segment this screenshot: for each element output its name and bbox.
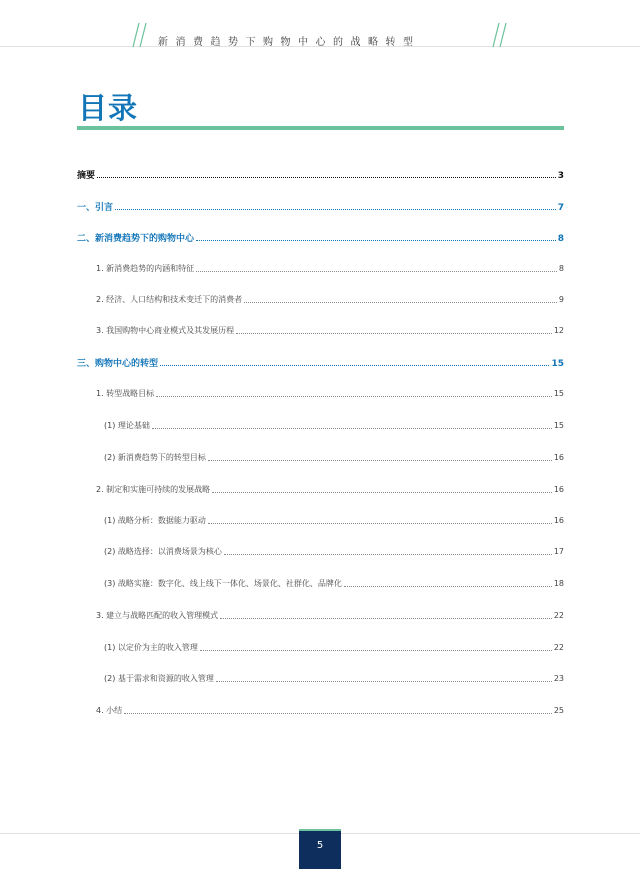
header-slash-right-icon xyxy=(492,22,512,48)
toc-entry-page: 15 xyxy=(553,421,564,430)
toc-leader xyxy=(156,396,552,397)
toc-entry-label: 三、购物中心的转型 xyxy=(77,359,159,369)
toc-entry-page: 22 xyxy=(553,643,564,652)
toc-entry-intro[interactable] xyxy=(77,200,564,213)
toc-entry-page: 17 xyxy=(553,547,564,556)
toc-entry-label: (1) 理论基础 xyxy=(104,421,150,430)
toc-leader xyxy=(124,713,552,714)
toc-entry-label: 二、新消费趋势下的购物中心 xyxy=(77,234,195,244)
toc-entry-page: 12 xyxy=(553,326,564,335)
toc-entry-label: 2. 制定和实施可持续的发展战略 xyxy=(96,485,211,494)
toc-entry-summary[interactable] xyxy=(77,168,564,181)
page-header xyxy=(0,0,640,47)
toc-leader xyxy=(344,586,552,587)
toc-leader xyxy=(236,333,552,334)
toc-entry-label: (2) 战略选择：以消费场景为核心 xyxy=(104,547,222,556)
toc-entry-page: 8 xyxy=(558,264,564,273)
toc-entry-label: 一、引言 xyxy=(77,203,114,213)
toc-leader xyxy=(160,365,549,366)
toc-leader xyxy=(115,209,556,210)
toc-entry-label: (2) 基于需求和资源的收入管理 xyxy=(104,674,214,683)
toc-entry-page: 22 xyxy=(553,611,564,620)
toc-entry-label: (1) 战略分析：数据能力驱动 xyxy=(104,516,206,525)
toc-entry[interactable] xyxy=(104,515,564,526)
toc-entry-page: 18 xyxy=(553,579,564,588)
toc-entry-label: (2) 新消费趋势下的转型目标 xyxy=(104,453,206,462)
toc-entry-label: 摘要 xyxy=(77,171,96,181)
toc-entry[interactable] xyxy=(96,484,564,495)
header-title: 新消费趋势下购物中心的战略转型 xyxy=(158,37,421,48)
toc-entry[interactable] xyxy=(96,263,564,274)
toc-leader xyxy=(196,240,556,241)
toc-leader xyxy=(97,177,556,178)
toc-entry-page: 25 xyxy=(553,706,564,715)
toc-entry-page: 15 xyxy=(551,359,564,369)
toc-entry-page: 15 xyxy=(553,389,564,398)
toc-entry[interactable] xyxy=(96,388,564,399)
toc-entry-label: 3. 建立与战略匹配的收入管理模式 xyxy=(96,611,219,620)
page-number: 5 xyxy=(316,840,324,851)
toc-leader xyxy=(208,460,552,461)
toc-heading-rule xyxy=(77,126,564,130)
toc-entry-page: 9 xyxy=(558,295,564,304)
toc-leader xyxy=(208,523,552,524)
toc-entry[interactable] xyxy=(104,673,564,684)
toc-entry-label: 3. 我国购物中心商业模式及其发展历程 xyxy=(96,326,235,335)
toc-leader xyxy=(216,681,552,682)
toc-leader xyxy=(224,554,552,555)
toc-entry-page: 16 xyxy=(553,453,564,462)
toc-entry-section-3[interactable] xyxy=(77,356,564,369)
toc-entry[interactable] xyxy=(96,705,564,716)
toc-entry-page: 23 xyxy=(553,674,564,683)
toc-entry-label: 1. 新消费趋势的内涵和特征 xyxy=(96,264,195,273)
page-number-badge xyxy=(299,829,341,869)
toc-leader xyxy=(212,492,552,493)
toc-leader xyxy=(196,271,557,272)
toc-entry-label: 1. 转型战略目标 xyxy=(96,389,155,398)
header-slash-left-icon xyxy=(132,22,152,48)
toc-entry[interactable] xyxy=(96,294,564,305)
toc-entry-page: 3 xyxy=(557,171,564,181)
toc-entry-page: 16 xyxy=(553,516,564,525)
toc-leader xyxy=(220,618,552,619)
toc-entry[interactable] xyxy=(96,610,564,621)
toc-entry-label: (1) 以定价为主的收入管理 xyxy=(104,643,198,652)
toc-entry-label: (3) 战略实施：数字化、线上线下一体化、场景化、社群化、品牌化 xyxy=(104,579,342,588)
toc-leader xyxy=(244,302,557,303)
toc-leader xyxy=(200,650,552,651)
toc-entry-page: 7 xyxy=(557,203,564,213)
page-number-accent xyxy=(299,829,341,831)
toc-leader xyxy=(152,428,552,429)
toc-heading: 目录 xyxy=(78,91,139,125)
toc-entry[interactable] xyxy=(104,452,564,463)
toc-entry-page: 8 xyxy=(557,234,564,244)
toc-entry[interactable] xyxy=(104,546,564,557)
toc-entry-section-2[interactable] xyxy=(77,231,564,244)
toc-entry[interactable] xyxy=(96,325,564,336)
toc-entry-label: 4. 小结 xyxy=(96,706,123,715)
toc-entry[interactable] xyxy=(104,578,564,589)
toc-entry[interactable] xyxy=(104,642,564,653)
toc-entry-page: 16 xyxy=(553,485,564,494)
toc-entry[interactable] xyxy=(104,420,564,431)
toc-entry-label: 2. 经济、人口结构和技术变迁下的消费者 xyxy=(96,295,243,304)
